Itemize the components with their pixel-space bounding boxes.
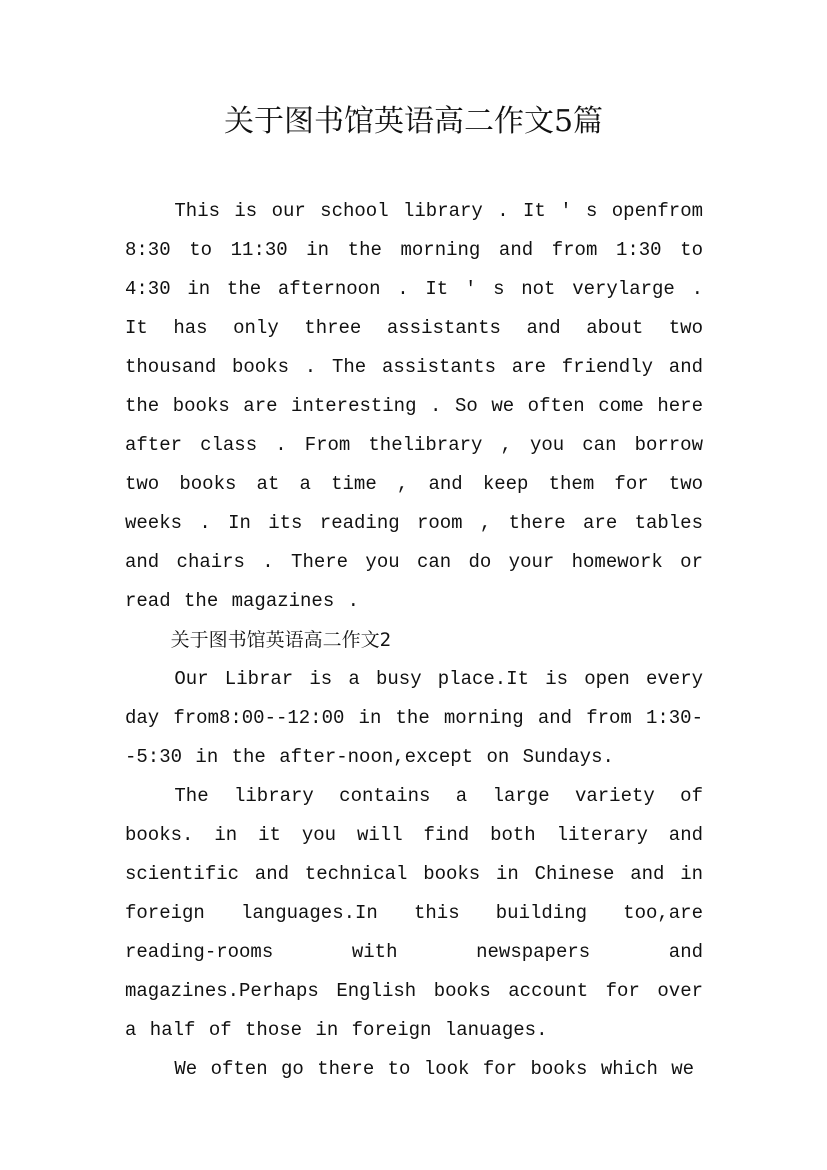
- essay-2-heading: 关于图书馆英语高二作文2: [170, 629, 392, 651]
- document-body: [125, 192, 703, 1089]
- document-title: 关于图书馆英语高二作文5篇: [223, 104, 604, 139]
- paragraph-2: Our Librar is a busy place.It is open every day from8:00--12:00 in the morning and from 1:30--5:30 in the after-noon,except on Sundays.: [125, 668, 703, 768]
- paragraph-1: This is our school library . It ' s openfrom 8:30 to 11:30 in the morning and from 1:30 to 4:30 in the afternoon . It ' s not verylarge . It has only three assistants and about two thousand books . The assistants are friendly and the books are interesting . So we often come here after class . From thelibrary , you can borrow two books at a time , and keep them for two weeks . In its reading room , there are tables and chairs . There you can do your homework or read the magazines .: [125, 200, 703, 612]
- paragraph-3: The library contains a large variety of books. in it you will find both literary and scientific and technical books in Chinese and in foreign languages.In this building too,are reading-rooms with newspapers and magazines.Perhaps English books account for over a half of those in foreign lanuages.: [125, 785, 703, 1041]
- paragraph-4: We often go there to look for books which we: [174, 1058, 695, 1080]
